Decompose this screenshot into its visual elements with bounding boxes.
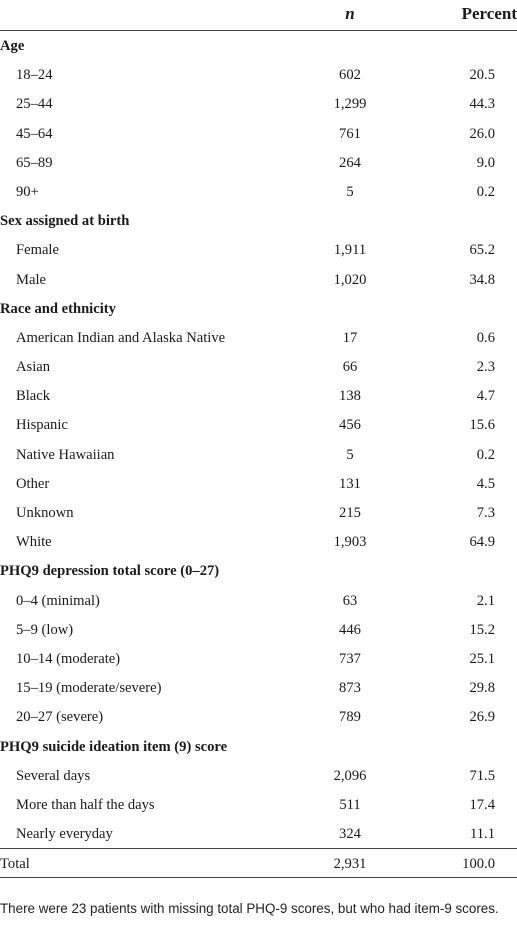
row-label: 15–19 (moderate/severe)	[16, 680, 162, 697]
table-row	[0, 148, 517, 177]
table-row	[0, 440, 517, 469]
percent-value: 15.6	[469, 417, 495, 434]
n-value: 789	[339, 709, 361, 726]
percent-value: 11.1	[470, 826, 495, 843]
row-label: Asian	[16, 359, 51, 376]
row-label: Unknown	[16, 505, 74, 521]
percent-value: 17.4	[469, 796, 495, 813]
row-label: Female	[16, 242, 59, 259]
row-label: 20–27 (severe)	[16, 709, 104, 726]
percent-value: 44.3	[469, 96, 495, 113]
table-row	[0, 60, 517, 89]
percent-value: 0.2	[476, 183, 495, 200]
total-row	[0, 848, 517, 878]
n-value: 456	[339, 417, 361, 434]
table-header	[0, 0, 517, 31]
table-row	[0, 265, 517, 294]
table-row	[0, 644, 517, 673]
table-row	[0, 527, 517, 556]
n-value: 2,931	[333, 856, 367, 873]
percent-value: 9.0	[476, 154, 495, 171]
row-label: More than half the days	[16, 796, 155, 813]
row-label: Black	[16, 388, 51, 405]
row-label: 45–64	[16, 125, 53, 142]
row-label: White	[16, 534, 52, 551]
percent-value: 0.6	[476, 329, 495, 346]
table-row	[0, 177, 517, 206]
row-label: 25–44	[16, 96, 53, 113]
n-value: 5	[346, 446, 354, 463]
table-row	[0, 615, 517, 644]
row-label: Native Hawaiian	[16, 446, 115, 463]
n-value: 1,299	[333, 96, 367, 113]
table-row	[0, 89, 517, 118]
percent-value: 65.2	[469, 242, 495, 259]
section-header-row	[0, 732, 517, 761]
table-row	[0, 761, 517, 790]
section-label: PHQ9 suicide ideation item (9) score	[0, 738, 228, 755]
percent-value: 4.7	[476, 388, 495, 405]
percent-value: 34.8	[469, 271, 495, 288]
percent-value: 26.9	[469, 709, 495, 726]
percent-value: 64.9	[469, 534, 495, 551]
percent-value: 26.0	[469, 125, 495, 142]
n-value: 737	[339, 650, 361, 667]
table-row	[0, 586, 517, 615]
table-body	[0, 31, 517, 878]
row-label: American Indian and Alaska Native	[16, 329, 226, 346]
table-row	[0, 673, 517, 702]
percent-value: 25.1	[469, 650, 495, 667]
section-label: Sex assigned at birth	[0, 213, 130, 230]
table-row	[0, 702, 517, 731]
table-row	[0, 381, 517, 410]
n-value: 1,911	[333, 242, 367, 259]
n-value: 17	[342, 329, 358, 346]
n-value: 511	[339, 796, 361, 813]
table-row	[0, 790, 517, 819]
n-value: 131	[339, 475, 361, 492]
n-value: 138	[339, 388, 361, 405]
percent-value: 15.2	[469, 621, 495, 638]
row-label: 18–24	[16, 67, 53, 84]
section-label: Age	[0, 38, 25, 54]
percent-value: 29.8	[469, 680, 495, 697]
percent-value: 0.2	[476, 446, 495, 463]
header-percent: Percent	[461, 4, 517, 23]
n-value: 761	[339, 125, 361, 142]
row-label: Total	[0, 856, 30, 873]
section-header-row	[0, 206, 517, 235]
table-footnote: There were 23 patients with missing total PHQ-9 scores, but who had item-9 scores.	[0, 901, 499, 916]
table-row	[0, 469, 517, 498]
row-label: Other	[16, 475, 50, 492]
percent-value: 20.5	[469, 67, 495, 84]
n-value: 66	[342, 359, 358, 376]
row-label: Hispanic	[16, 417, 68, 434]
row-label: Male	[16, 271, 46, 288]
row-label: Nearly everyday	[16, 826, 113, 843]
n-value: 873	[339, 680, 361, 697]
row-label: 0–4 (minimal)	[16, 592, 100, 609]
n-value: 602	[339, 67, 361, 84]
header-n: n	[345, 4, 355, 23]
percent-value: 7.3	[476, 505, 495, 521]
table-row	[0, 235, 517, 264]
percent-value: 2.3	[476, 359, 495, 376]
table-row	[0, 119, 517, 148]
n-value: 5	[346, 183, 354, 200]
section-header-row	[0, 294, 517, 323]
n-value: 1,020	[333, 271, 367, 288]
section-label: PHQ9 depression total score (0–27)	[0, 563, 220, 580]
n-value: 446	[339, 621, 361, 638]
row-label: Several days	[16, 767, 91, 784]
n-value: 215	[339, 505, 361, 521]
table-row	[0, 819, 517, 848]
row-label: 10–14 (moderate)	[16, 650, 121, 667]
percent-value: 100.0	[462, 856, 495, 873]
section-header-row	[0, 556, 517, 585]
table-row	[0, 352, 517, 381]
section-header-row	[0, 31, 517, 60]
table-row	[0, 410, 517, 439]
section-label: Race and ethnicity	[0, 300, 116, 317]
row-label: 90+	[16, 183, 39, 200]
n-value: 63	[342, 592, 358, 609]
n-value: 324	[339, 826, 361, 843]
n-value: 264	[339, 154, 361, 171]
percent-value: 2.1	[476, 592, 495, 609]
n-value: 1,903	[333, 534, 367, 551]
row-label: 5–9 (low)	[16, 621, 74, 638]
percent-value: 4.5	[476, 475, 495, 492]
row-label: 65–89	[16, 154, 53, 171]
n-value: 2,096	[333, 767, 367, 784]
table-row	[0, 323, 517, 352]
table-row	[0, 498, 517, 527]
percent-value: 71.5	[469, 767, 495, 784]
